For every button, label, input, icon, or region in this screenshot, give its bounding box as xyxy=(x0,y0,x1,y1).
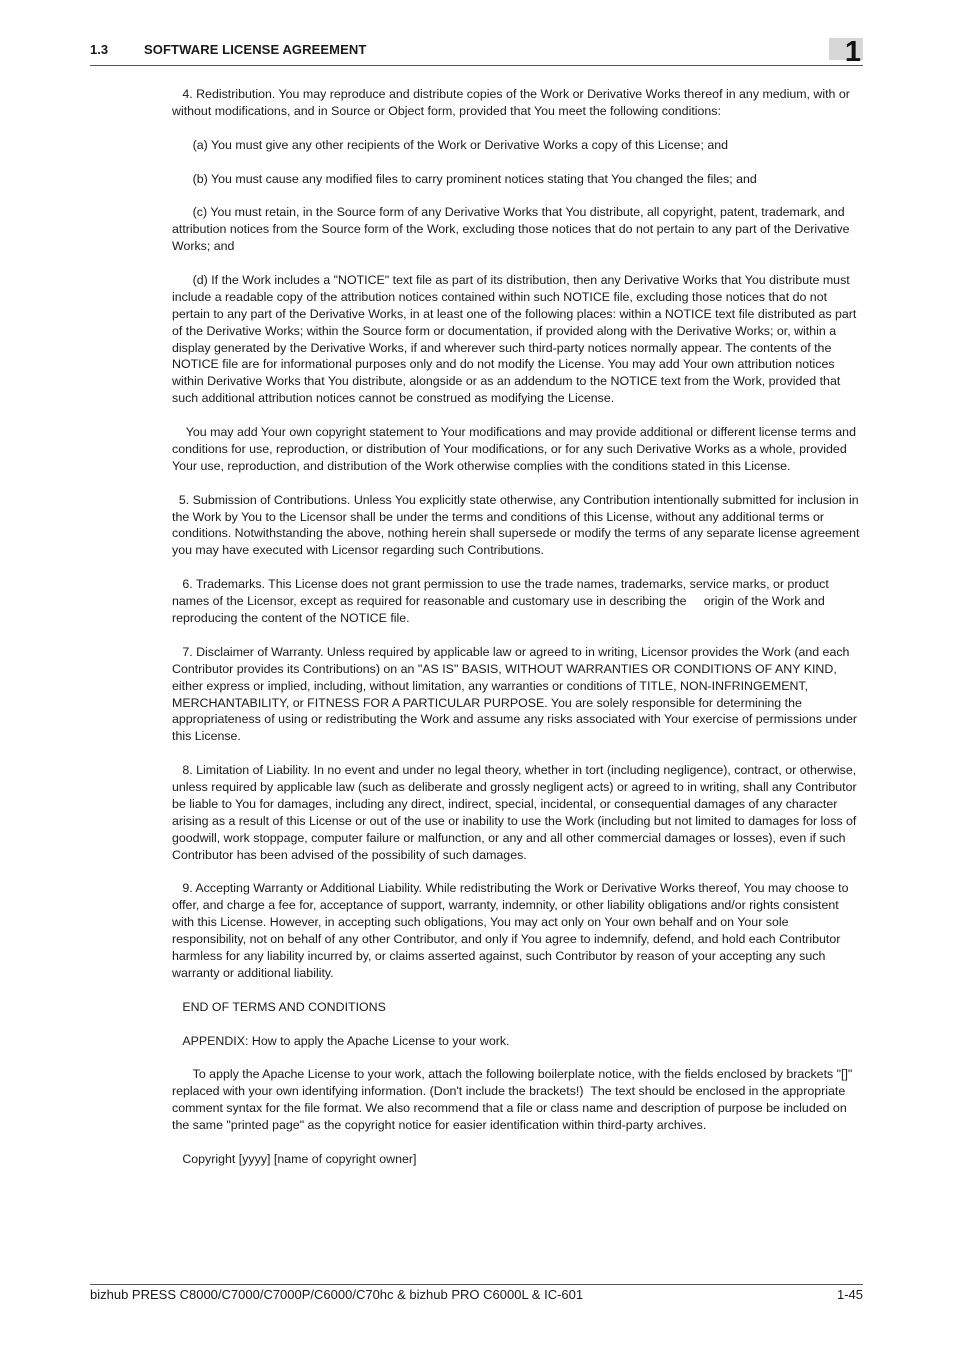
paragraph-redistribution: 4. Redistribution. You may reproduce and distribute copies of the Work or Derivative Works thereof in any medium, with or without modifications, and in Source or Object form, provided that You meet the following conditions: xyxy=(172,87,850,118)
paragraph-disclaimer: 7. Disclaimer of Warranty. Unless required by applicable law or agreed to in writing, Licensor provides the Work (and each Contributor provides its Contributions) on an "AS IS" BASIS, WITHOUT WARRANTIES OR CONDITIONS OF ANY KIND, either express or implied, including, without limitation, any warranties or conditions of TITLE, NON-INFRINGEMENT, MERCHANTABILITY, or FITNESS FOR A PARTICULAR PURPOSE. You are solely responsible for determining the appropriateness of using or redistributing the Work and assume any risks associated with Your exercise of permissions under this License. xyxy=(172,644,858,744)
page-header xyxy=(90,36,863,68)
chapter-number: 1 xyxy=(844,36,861,68)
paragraph-apply-license: To apply the Apache License to your work, attach the following boilerplate notice, with the fields enclosed by brackets "[]" replaced with your own identifying information. (Don't include the brackets!) The text should be enclosed in the appropriate comment syntax for the file format. We also recommend that a file or class name and description of purpose be included on the same "printed page" as the copyright notice for easier identification within third-party archives. xyxy=(172,1067,853,1133)
page-footer xyxy=(90,1284,863,1307)
paragraph-condition-c: (c) You must retain, in the Source form of any Derivative Works that You distribute, all copyright, patent, trademark, and attribution notices from the Source form of the Work, excluding those notices that do not pertain to any part of the Derivative Works; and xyxy=(172,205,850,254)
paragraph-condition-a: (a) You must give any other recipients of the Work or Derivative Works a copy of this License; and xyxy=(172,137,729,152)
paragraph-trademarks: 6. Trademarks. This License does not grant permission to use the trade names, trademarks, service marks, or product names of the Licensor, except as required for reasonable and customary use in describing the origin of the Work and reproducing the content of the NOTICE file. xyxy=(172,577,829,625)
paragraph-submission: 5. Submission of Contributions. Unless You explicitly state otherwise, any Contribution intentionally submitted for inclusion in the Work by You to the Licensor shall be under the terms and conditions of this License, without any additional terms or conditions. Notwithstanding the above, nothing herein shall supersede or modify the terms of any separate license agreement you may have executed with Licensor regarding such Contributions. xyxy=(172,492,860,558)
paragraph-appendix: APPENDIX: How to apply the Apache License to your work. xyxy=(172,1033,510,1048)
paragraph-end-terms: END OF TERMS AND CONDITIONS xyxy=(172,999,386,1014)
license-text xyxy=(172,86,864,1185)
paragraph-copyright-statement: You may add Your own copyright statement to Your modifications and may provide additional or different license terms and conditions for use, reproduction, or distribution of Your modifications, or for any such Derivative Works as a whole, provided Your use, reproduction, and distribution of the Work otherwise complies with the conditions stated in this License. xyxy=(172,425,856,473)
paragraph-accepting-warranty: 9. Accepting Warranty or Additional Liability. While redistributing the Work or Derivative Works thereof, You may choose to offer, and charge a fee for, acceptance of support, warranty, indemnity, or other liability obligations and/or rights consistent with this License. However, in accepting such obligations, You may act only on Your own behalf and on Your sole responsibility, not on behalf of any other Contributor, and only if You agree to indemnify, defend, and hold each Contributor harmless for any liability incurred by, or claims asserted against, such Contributor by reason of your accepting any such warranty or additional liability. xyxy=(172,881,849,980)
page-number: 1-45 xyxy=(836,1287,863,1302)
paragraph-condition-b: (b) You must cause any modified files to carry prominent notices stating that You changed the files; and xyxy=(172,171,757,186)
section-number: 1.3 xyxy=(90,42,109,57)
paragraph-copyright-line: Copyright [yyyy] [name of copyright owner] xyxy=(172,1151,417,1166)
paragraph-liability: 8. Limitation of Liability. In no event and under no legal theory, whether in tort (including negligence), contract, or otherwise, unless required by applicable law (such as deliberate and grossly negligent acts) or agreed to in writing, shall any Contributor be liable to You for damages, including any direct, indirect, special, incidental, or consequential damages of any character arising as a result of this License or out of the use or inability to use the Work (including but not limited to damages for loss of goodwill, work stoppage, computer failure or malfunction, or any and all other commercial damages or losses), even if such Contributor has been advised of the possibility of such damages. xyxy=(172,763,857,862)
paragraph-condition-d: (d) If the Work includes a "NOTICE" text file as part of its distribution, then any Derivative Works that You distribute must include a readable copy of the attribution notices contained within such NOTICE file, excluding those notices that do not pertain to any part of the Derivative Works, in at least one of the following places: within a NOTICE text file distributed as part of the Derivative Works; within the Source form or documentation, if provided along with the Derivative Works; or, within a display generated by the Derivative Works, if and wherever such third-party notices normally appear. The contents of the NOTICE file are for informational purposes only and do not modify the License. You may add Your own attribution notices within Derivative Works that You distribute, alongside or as an addendum to the NOTICE text from the Work, provided that such additional attribution notices cannot be construed as modifying the License. xyxy=(172,272,857,406)
product-name: bizhub PRESS C8000/C7000/C7000P/C6000/C70hc & bizhub PRO C6000L & IC-601 xyxy=(90,1287,584,1302)
section-title: SOFTWARE LICENSE AGREEMENT xyxy=(144,42,367,57)
